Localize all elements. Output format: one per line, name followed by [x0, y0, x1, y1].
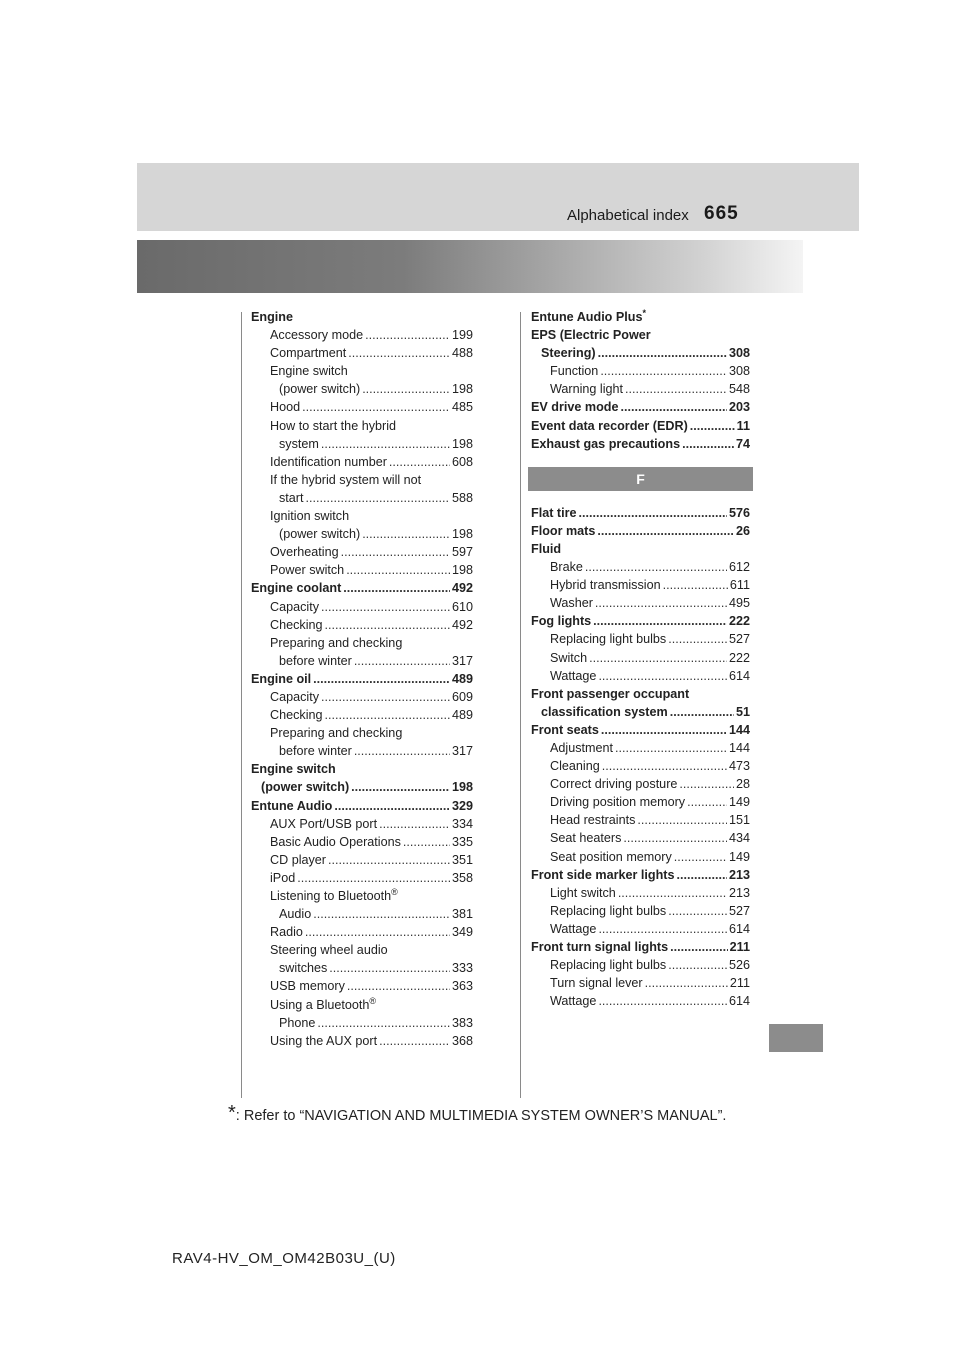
page-reference: 614: [728, 668, 750, 683]
index-term: (power switch): [261, 780, 350, 795]
page-reference: 213: [728, 867, 750, 882]
page-reference: 610: [451, 599, 473, 614]
index-entry: [531, 956, 750, 974]
page-reference: 11: [736, 418, 750, 433]
index-entry: [251, 941, 473, 959]
index-term: Engine switch: [251, 762, 336, 777]
index-entry: [531, 848, 750, 866]
page-reference: 203: [728, 400, 750, 415]
index-term: Cleaning: [550, 759, 600, 774]
dot-leader: [676, 866, 727, 884]
page-reference: 473: [728, 759, 750, 774]
index-entry: [531, 739, 750, 757]
index-term: Replacing light bulbs: [550, 958, 667, 973]
footnote-text: : Refer to “NAVIGATION AND MULTIMEDIA SYSTEM OWNER’S MANUAL”.: [235, 1108, 727, 1124]
superscript-mark: ®: [391, 886, 398, 897]
page-reference: 614: [728, 921, 750, 936]
index-entry: [531, 793, 750, 811]
page-reference: 308: [728, 346, 750, 361]
index-entry: [531, 630, 750, 648]
index-entry: [531, 902, 750, 920]
page-reference: 526: [728, 958, 750, 973]
dot-leader: [668, 630, 727, 648]
page-reference: 495: [728, 596, 750, 611]
page-reference: 611: [729, 578, 750, 593]
dot-leader: [637, 811, 727, 829]
index-term: Fluid: [531, 541, 562, 556]
page-reference: 151: [728, 813, 750, 828]
page-reference: 597: [451, 545, 473, 560]
superscript-mark: ®: [369, 995, 377, 1006]
page-reference: 434: [728, 831, 750, 846]
dot-leader: [365, 326, 450, 344]
index-entry: [251, 471, 473, 489]
footnote: [228, 1102, 727, 1124]
index-term: Preparing and checking: [270, 635, 403, 650]
dot-leader: [302, 398, 450, 416]
dot-leader: [403, 833, 450, 851]
index-term: Event data recorder (EDR): [531, 418, 688, 433]
dot-leader: [343, 579, 450, 597]
dot-leader: [679, 775, 734, 793]
header-gradient-band: [137, 240, 803, 293]
index-entry: [251, 977, 473, 995]
index-term: Switch: [550, 650, 588, 665]
index-term: Head restraints: [550, 813, 636, 828]
index-letter-heading: F: [528, 467, 753, 491]
dot-leader: [674, 848, 727, 866]
page-reference: 222: [728, 650, 750, 665]
index-entry: [251, 561, 473, 579]
page-reference: 485: [451, 400, 473, 415]
index-term: Adjustment: [550, 740, 613, 755]
dot-leader: [354, 742, 450, 760]
page-reference: 381: [451, 907, 473, 922]
index-entry: [251, 435, 473, 453]
index-term: Wattage: [550, 668, 597, 683]
index-term: Engine switch: [270, 364, 348, 379]
dot-leader: [325, 616, 450, 634]
dot-leader: [329, 959, 450, 977]
index-term: Seat position memory: [550, 849, 672, 864]
dot-leader: [623, 829, 727, 847]
dot-leader: [379, 1032, 450, 1050]
page-reference: 363: [451, 979, 473, 994]
index-entry: [531, 992, 750, 1010]
dot-leader: [325, 706, 450, 724]
index-term: Steering wheel audio: [270, 943, 388, 958]
index-column-left: [251, 308, 473, 1050]
index-term: Wattage: [550, 921, 597, 936]
index-term: EV drive mode: [531, 400, 619, 415]
dot-leader: [346, 561, 450, 579]
dot-leader: [595, 594, 727, 612]
superscript-mark: *: [642, 307, 646, 318]
page-reference: 368: [451, 1033, 473, 1048]
page-reference: 489: [451, 708, 473, 723]
index-entry: [251, 851, 473, 869]
index-term: Checking: [270, 617, 323, 632]
index-term: Hybrid transmission: [550, 578, 661, 593]
index-entry: [251, 308, 473, 326]
page-reference: 588: [451, 490, 473, 505]
index-entry: [531, 594, 750, 612]
index-entry: [251, 362, 473, 380]
dot-leader: [362, 380, 450, 398]
index-entry: [531, 974, 750, 992]
index-entry: [531, 380, 750, 398]
index-term: Front turn signal lights: [531, 940, 669, 954]
dot-leader: [687, 793, 727, 811]
index-entry: [251, 652, 473, 670]
page-reference: 383: [451, 1015, 473, 1030]
page-reference: 335: [451, 834, 473, 849]
dot-leader: [645, 974, 728, 992]
dot-leader: [297, 869, 450, 887]
dot-leader: [313, 905, 450, 923]
page-reference: 26: [735, 523, 750, 538]
page-reference: 198: [451, 527, 473, 542]
index-entry: [531, 417, 750, 435]
index-term: Audio: [279, 907, 312, 922]
dot-leader: [690, 417, 735, 435]
index-entry: [251, 670, 473, 688]
index-entry: [251, 380, 473, 398]
index-entry: [531, 829, 750, 847]
index-entry: [531, 558, 750, 576]
index-entry: [531, 757, 750, 775]
index-term: Front passenger occupant: [531, 686, 690, 701]
index-term: Floor mats: [531, 523, 596, 538]
page-reference: 609: [451, 689, 473, 704]
index-term: Correct driving posture: [550, 777, 678, 792]
dot-leader: [362, 525, 450, 543]
index-entry: [531, 775, 750, 793]
dot-leader: [598, 920, 727, 938]
index-entry: [251, 453, 473, 471]
index-entry: [531, 344, 750, 362]
index-term: before winter: [279, 653, 352, 668]
page-reference: 349: [451, 925, 473, 940]
index-term: Engine coolant: [251, 581, 342, 596]
index-entry: [531, 685, 750, 703]
page-reference: 576: [728, 505, 750, 520]
index-entry: [251, 833, 473, 851]
index-term: Engine: [251, 310, 293, 324]
index-term: Hood: [270, 400, 301, 415]
page-number: 665: [704, 203, 739, 224]
index-term: Ignition switch: [270, 509, 350, 524]
index-entry: [251, 760, 473, 778]
page-reference: 527: [728, 903, 750, 918]
page-reference: 317: [451, 653, 473, 668]
chapter-side-tab: [769, 1024, 823, 1052]
index-entry: [531, 612, 750, 630]
page-reference: 351: [451, 852, 473, 867]
index-entry: [531, 866, 750, 884]
page-reference: 198: [451, 382, 473, 397]
page-reference: 149: [728, 849, 750, 864]
index-term: EPS (Electric Power: [531, 328, 651, 343]
index-entry: [251, 724, 473, 742]
dot-leader: [663, 576, 728, 594]
page-reference: 308: [728, 364, 750, 379]
index-term: Capacity: [270, 689, 319, 704]
dot-leader: [579, 504, 727, 522]
dot-leader: [389, 453, 450, 471]
index-entry: [251, 344, 473, 362]
index-term: Seat heaters: [550, 831, 622, 846]
dot-leader: [668, 956, 727, 974]
page-reference: 488: [451, 346, 473, 361]
index-term: Driving position memory: [550, 795, 686, 810]
page-reference: 358: [451, 870, 473, 885]
index-entry: [251, 887, 473, 905]
column-divider-left: [241, 312, 242, 1098]
dot-leader: [348, 344, 450, 362]
index-term: Overheating: [270, 545, 339, 560]
index-entry: [251, 778, 473, 796]
page-reference: 51: [735, 704, 750, 719]
page-reference: 144: [728, 740, 750, 755]
index-entry: [251, 398, 473, 416]
index-term: Power switch: [270, 563, 345, 578]
dot-leader: [597, 522, 734, 540]
index-term: USB memory: [270, 979, 345, 994]
index-entry: [531, 920, 750, 938]
index-term: Light switch: [550, 885, 616, 900]
index-entry: [531, 540, 750, 558]
page-reference: 329: [451, 798, 473, 813]
index-entry: [251, 706, 473, 724]
index-term: Using the AUX port: [270, 1033, 378, 1048]
index-term: Identification number: [270, 454, 387, 469]
index-term: Replacing light bulbs: [550, 903, 667, 918]
page-reference: 608: [451, 454, 473, 469]
index-term: Compartment: [270, 346, 347, 361]
index-term: Washer: [550, 596, 593, 611]
index-term: (power switch): [279, 382, 361, 397]
index-entry: [251, 688, 473, 706]
index-term: How to start the hybrid: [270, 418, 396, 433]
page-reference: 548: [728, 382, 750, 397]
index-entry: [531, 884, 750, 902]
index-term: classification system: [541, 704, 668, 719]
index-entry: [251, 815, 473, 833]
index-term: Fog lights: [531, 614, 592, 629]
index-term: Listening to Bluetooth: [270, 889, 392, 903]
dot-leader: [313, 670, 450, 688]
index-term: Replacing light bulbs: [550, 632, 667, 647]
dot-leader: [317, 1014, 450, 1032]
index-term: Capacity: [270, 599, 319, 614]
index-entry: [531, 308, 750, 326]
dot-leader: [347, 977, 450, 995]
dot-leader: [305, 923, 450, 941]
dot-leader: [625, 380, 727, 398]
index-entry: [251, 996, 473, 1014]
index-term: Accessory mode: [270, 328, 364, 343]
dot-leader: [682, 435, 734, 453]
index-term: If the hybrid system will not: [270, 472, 422, 487]
dot-leader: [602, 757, 727, 775]
dot-leader: [351, 778, 450, 796]
dot-leader: [670, 703, 734, 721]
index-term: CD player: [270, 852, 326, 867]
index-column-right: [531, 308, 750, 1010]
dot-leader: [615, 739, 727, 757]
page-reference: 199: [451, 328, 473, 343]
index-term: Engine oil: [251, 671, 312, 686]
dot-leader: [379, 815, 450, 833]
dot-leader: [598, 992, 727, 1010]
index-entry: [251, 507, 473, 525]
index-entry: [251, 525, 473, 543]
index-entry: [251, 1014, 473, 1032]
index-entry: [531, 522, 750, 540]
index-entry: [251, 417, 473, 435]
section-title: Alphabetical index: [567, 207, 689, 224]
index-entry: [251, 869, 473, 887]
page-reference: 334: [451, 816, 473, 831]
footnote-marker: *: [228, 1102, 236, 1124]
index-term: Front seats: [531, 722, 599, 737]
index-term: Radio: [270, 925, 303, 940]
dot-leader: [328, 851, 450, 869]
index-entry: [251, 1032, 473, 1050]
page-reference: 28: [735, 777, 750, 792]
index-term: before winter: [279, 744, 352, 759]
page-reference: 198: [451, 563, 473, 578]
index-entry: [251, 489, 473, 507]
dot-leader: [598, 667, 727, 685]
column-divider-middle: [520, 312, 521, 1098]
index-entry: [251, 634, 473, 652]
dot-leader: [334, 797, 450, 815]
page-reference: 149: [728, 795, 750, 810]
document-code: RAV4-HV_OM_OM42B03U_(U): [172, 1250, 396, 1267]
index-entry: [251, 543, 473, 561]
index-term: Front side marker lights: [531, 867, 675, 882]
index-entry: [531, 398, 750, 416]
index-term: Steering): [541, 346, 596, 361]
index-entry: [251, 742, 473, 760]
index-term: Wattage: [550, 994, 597, 1009]
page-reference: 211: [729, 976, 750, 991]
index-term: Exhaust gas precautions: [531, 436, 681, 451]
index-term: Preparing and checking: [270, 726, 403, 741]
index-term: Turn signal lever: [550, 976, 643, 991]
index-term: start: [279, 490, 304, 505]
index-term: Basic Audio Operations: [270, 834, 401, 849]
dot-leader: [306, 489, 450, 507]
page-reference: 213: [728, 885, 750, 900]
page-reference: 74: [735, 436, 750, 451]
index-entry: [531, 504, 750, 522]
index-entry: [531, 362, 750, 380]
page-reference: 198: [451, 780, 473, 795]
index-term: Checking: [270, 708, 323, 723]
dot-leader: [598, 344, 727, 362]
index-term: Flat tire: [531, 505, 577, 520]
page-reference: 492: [451, 581, 473, 596]
page-reference: 489: [451, 671, 473, 686]
dot-leader: [354, 652, 450, 670]
index-term: system: [279, 436, 319, 451]
index-entry: [531, 326, 750, 344]
page-reference: 198: [451, 436, 473, 451]
page-reference: 612: [728, 560, 750, 575]
dot-leader: [321, 435, 450, 453]
index-entry: [251, 959, 473, 977]
index-entry: [531, 667, 750, 685]
index-term: (power switch): [279, 527, 361, 542]
index-term: Function: [550, 364, 599, 379]
index-term: Entune Audio Plus: [531, 310, 643, 324]
header-bar: [137, 163, 859, 231]
index-term: Phone: [279, 1015, 316, 1030]
index-term: Entune Audio: [251, 798, 333, 813]
page-reference: 527: [728, 632, 750, 647]
index-entry: [251, 326, 473, 344]
page-reference: 317: [451, 744, 473, 759]
dot-leader: [321, 688, 450, 706]
dot-leader: [618, 884, 727, 902]
index-entry: [251, 579, 473, 597]
dot-leader: [585, 558, 727, 576]
dot-leader: [589, 649, 727, 667]
dot-leader: [670, 938, 728, 956]
index-term: Using a Bluetooth: [270, 997, 370, 1012]
index-entry: [251, 598, 473, 616]
page-reference: 222: [728, 614, 750, 629]
dot-leader: [600, 362, 727, 380]
index-term: AUX Port/USB port: [270, 816, 378, 831]
dot-leader: [668, 902, 727, 920]
dot-leader: [341, 543, 450, 561]
index-entry: [251, 797, 473, 815]
index-entry: [531, 811, 750, 829]
index-entry: [531, 649, 750, 667]
dot-leader: [593, 612, 727, 630]
index-entry: [251, 923, 473, 941]
index-term: switches: [279, 961, 328, 976]
index-entry: [251, 905, 473, 923]
dot-leader: [621, 398, 727, 416]
dot-leader: [321, 598, 450, 616]
index-term: Brake: [550, 560, 583, 575]
page-reference: 333: [451, 961, 473, 976]
page-reference: 492: [451, 617, 473, 632]
index-term: iPod: [270, 870, 296, 885]
index-entry: [531, 576, 750, 594]
index-entry: [531, 938, 750, 956]
index-entry: [531, 703, 750, 721]
index-entry: [531, 435, 750, 453]
index-entry: [251, 616, 473, 634]
index-entry: [531, 721, 750, 739]
page-reference: 144: [728, 722, 750, 737]
index-term: Warning light: [550, 382, 624, 397]
page-reference: 614: [728, 994, 750, 1009]
dot-leader: [601, 721, 727, 739]
page-reference: 211: [729, 940, 750, 954]
